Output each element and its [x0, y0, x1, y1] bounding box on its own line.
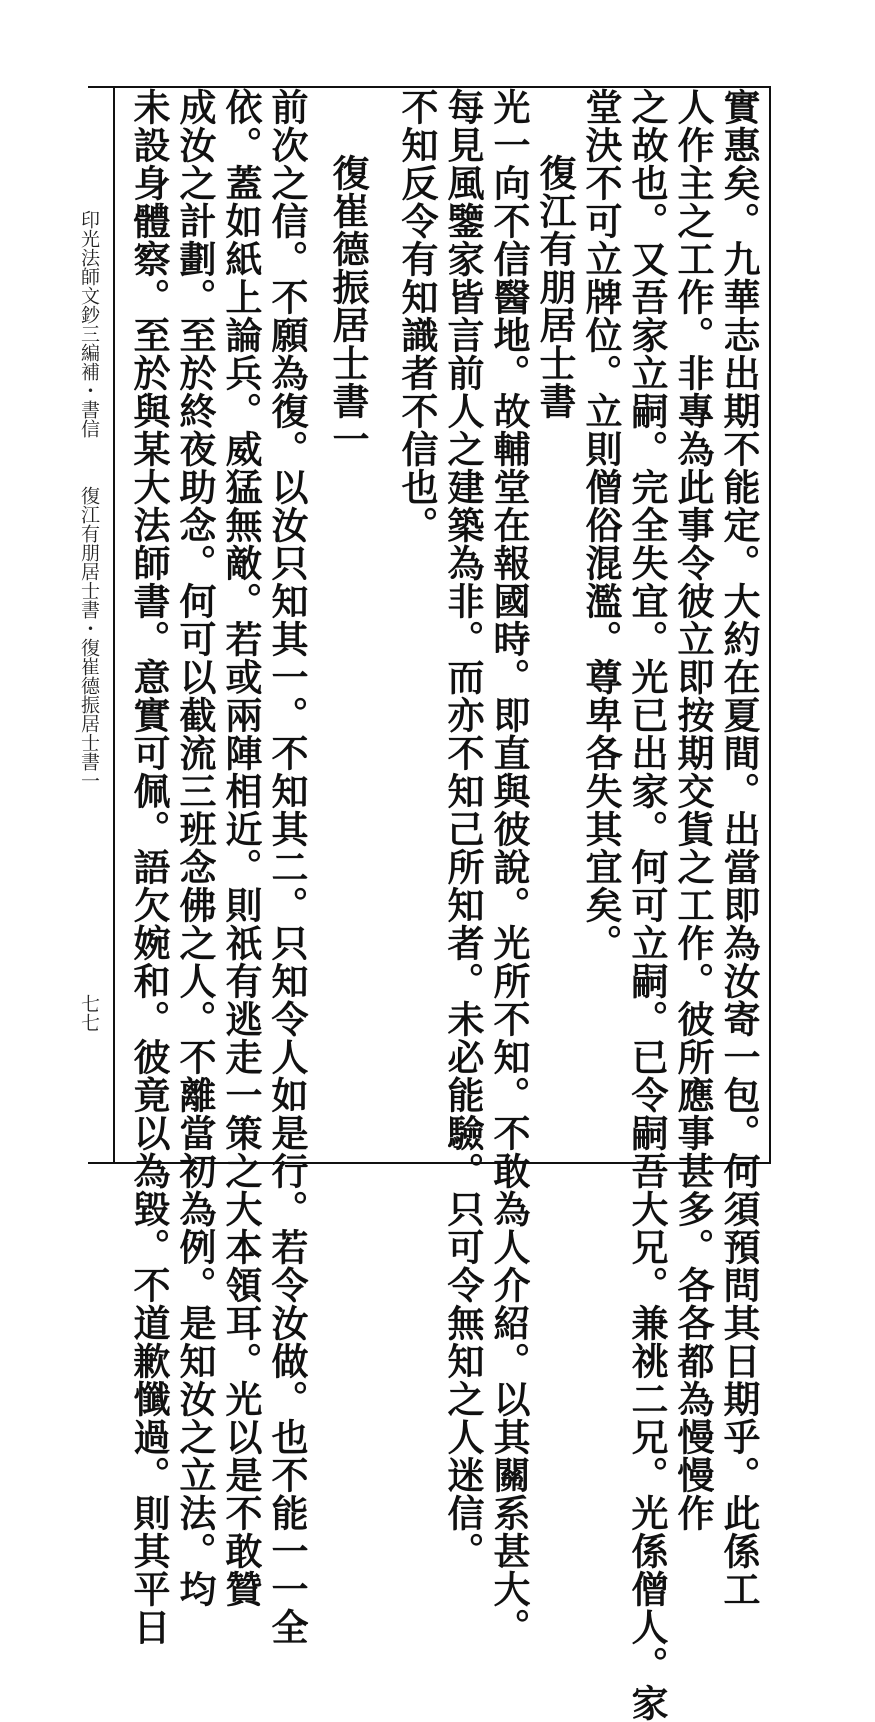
text-column-7: 每見風鑒家皆言前人之建築為非。而亦不知己所知者。未必能驗。只可令無知之人迷信。 — [441, 88, 485, 1570]
text-column-2: 人作主之工作。非專為此事令彼立即按期交貨之工作。彼所應事甚多。各各都為慢慢作 — [671, 88, 715, 1532]
text-column-12: 成汝之計劃。至於終夜助念。何可以截流三班念佛之人。不離當初為例。是知汝之立法。均 — [173, 88, 217, 1608]
letter-heading-2: 復崔德振居士書一 — [326, 154, 370, 458]
text-column-8: 不知反令有知識者不信也。 — [395, 88, 439, 544]
text-column-4: 堂決不可立牌位。立則僧俗混濫。尊卑各失其宜矣。 — [579, 88, 623, 962]
frame-right-rule — [769, 86, 771, 1164]
text-column-10: 前次之信。不願為復。以汝只知其一。不知其二。只知令人如是行。若令汝做。也不能一一全 — [265, 88, 309, 1646]
text-column-1: 實惠矣。九華志出期不能定。大約在夏間。出當即為汝寄一包。何須預問其日期乎。此係工 — [717, 88, 761, 1608]
text-column-6: 光一向不信醫地。故輔堂在報國時。即直與彼說。光所不知。不敢為人介紹。以其關系甚大。 — [487, 88, 531, 1646]
margin-section-title: 復江有朋居士書・復崔德振居士書一 — [78, 486, 100, 790]
text-column-11: 依。蓋如紙上論兵。威猛無敵。若或兩陣相近。則祇有逃走一策之大本領耳。光以是不敢贊 — [219, 88, 263, 1608]
margin-book-title: 印光法師文鈔三編補・書信 — [78, 210, 100, 438]
frame-left-rule — [113, 86, 115, 1164]
margin-page-number: 七七 — [78, 994, 100, 1032]
text-column-13: 未設身體察。至於與某大法師書。意實可佩。語欠婉和。彼竟以為毀。不道歉懺過。則其平日 — [127, 88, 171, 1646]
letter-heading-1: 復江有朋居士書 — [533, 154, 577, 420]
text-column-3: 之故也。又吾家立嗣。完全失宜。光已出家。何可立嗣。已令嗣吾大兄。兼祧二兄。光係僧人。家 — [625, 88, 669, 1722]
